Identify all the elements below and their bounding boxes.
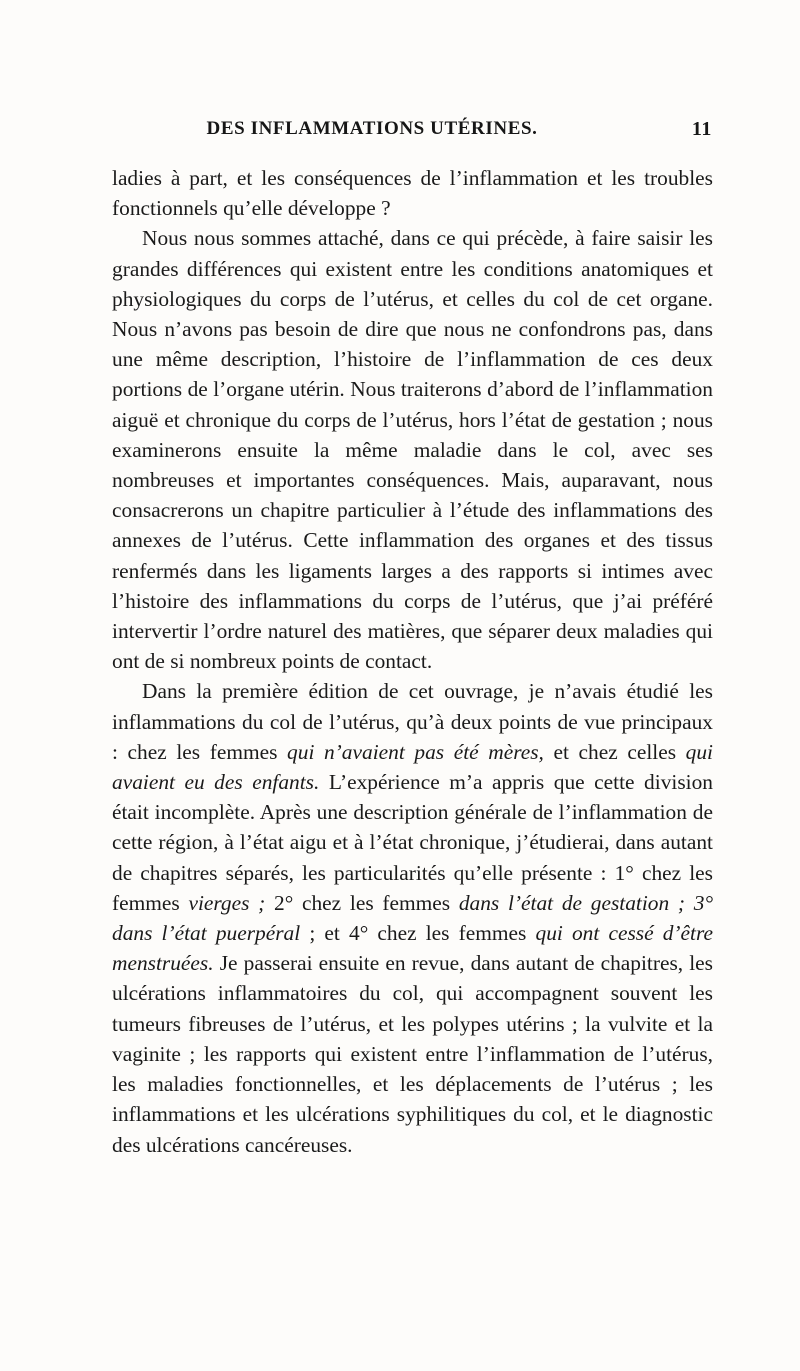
italic-run: qui avaient eu des enfants.: [112, 739, 713, 795]
text-run: L’expérience m’a appris que cette division était incomplète. Après une description générale de l’inflammation de cette région, à l’état aigu et à l’état chronique, j’étudierai, dans autant de chapitres séparés, les particularités qu’elle présente : 1° chez les femmes: [112, 770, 713, 915]
italic-run: qui ont cessé d’être menstruées.: [112, 921, 714, 976]
text-run: 2° chez les femmes: [265, 890, 459, 915]
paragraph-continuation: [112, 163, 713, 223]
italic-run: dans l’état de gestation ; 3° dans l’état puerpéral: [112, 890, 714, 946]
text-run: ladies à part, et les conséquences de l’inflammation et les troubles fonctionnels qu’elle développe ?: [112, 166, 713, 221]
italic-run: vierges ;: [188, 890, 266, 915]
body-text: [112, 163, 713, 1160]
paragraph-anatomy: [112, 223, 713, 676]
text-run: Nous nous sommes attaché, dans ce qui précède, à faire saisir les grandes différences qui existent entre les conditions anatomiques et physiologiques du corps de l’utérus, et celles du col de cet organe. Nous n’avons pas besoin de dire que nous ne confondrons pas, dans une même description, l’histoire de l’inflammation de ces deux portions de l’organe utérin. Nous traiterons d’abord de l’inflammation aiguë et chronique du corps de l’utérus, hors l’état de gestation ; nous examinerons ensuite la même maladie dans le col, avec ses nombreuses et importantes conséquences. Mais, auparavant, nous consacrerons un chapitre particulier à l’étude des inflammations des annexes de l’utérus. Cette inflammation des organes et des tissus renfermés dans les ligaments larges a des rapports si intimes avec l’histoire des inflammations du corps de l’utérus, que j’ai préféré intervertir l’ordre naturel des matières, que séparer deux maladies qui ont de si nombreux points de contact.: [112, 226, 713, 674]
italic-run: qui n’avaient pas été mères,: [287, 739, 544, 764]
paragraph-first-edition: [112, 676, 713, 1159]
running-head: [112, 118, 712, 148]
text-run: Je passerai ensuite en revue, dans autant de chapitres, les ulcérations inflammatoires du col, qui accompagnent souvent les tumeurs fibreuses de l’utérus, et les polypes utérins ; la vulvite et la vaginite ; les rapports qui existent entre l’inflammation de l’utérus, les maladies fonctionnelles, et les déplacements de l’utérus ; les inflammations et les ulcérations syphilitiques du col, et le diagnostic des ulcérations cancéreuses.: [112, 951, 713, 1157]
text-run: ; et 4° chez les femmes: [300, 921, 536, 946]
page-number: 11: [691, 118, 712, 140]
running-title: DES INFLAMMATIONS UTÉRINES.: [206, 118, 538, 139]
text-run: Dans la première édition de cet ouvrage, je n’avais étudié les inflammations du col de l’utérus, qu’à deux points de vue principaux : chez les femmes: [112, 679, 713, 764]
text-run: et chez celles: [543, 739, 686, 764]
